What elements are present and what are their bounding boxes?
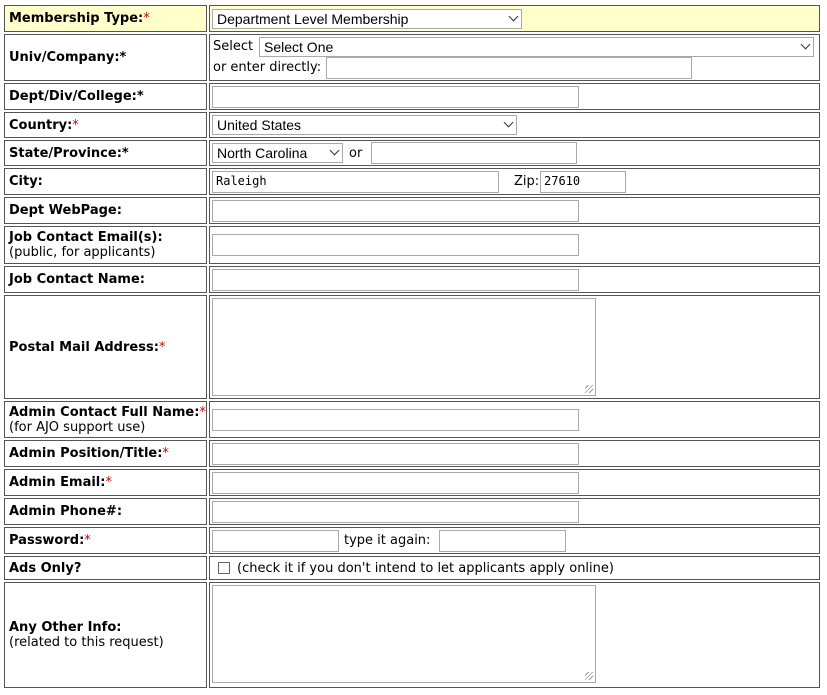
- admin-title-input-cell: [209, 440, 820, 467]
- job-name-input[interactable]: [212, 269, 579, 291]
- required-mark: *: [158, 339, 166, 355]
- resize-grip-icon[interactable]: [585, 385, 593, 393]
- admin-name-input[interactable]: [212, 409, 579, 431]
- postal-textarea[interactable]: [212, 298, 596, 396]
- password-again-text: type it again:: [344, 533, 431, 548]
- job-email-label: Job Contact Email(s):: [9, 230, 163, 245]
- state-input-cell: [209, 140, 820, 166]
- country-input-cell: [209, 112, 820, 138]
- job-name-input-cell: [209, 266, 820, 293]
- ads-only-input-cell: [209, 556, 820, 580]
- required-mark: *: [72, 117, 79, 133]
- admin-email-input-cell: [209, 469, 820, 496]
- country-selected: United States: [217, 117, 302, 133]
- state-selected: North Carolina: [217, 145, 308, 161]
- state-label: State/Province:*: [9, 145, 129, 161]
- admin-name-label: Admin Contact Full Name:: [9, 404, 200, 420]
- admin-phone-input-cell: [209, 498, 820, 525]
- job-name-label-cell: [4, 266, 207, 293]
- admin-name-sublabel: (for AJO support use): [9, 419, 146, 435]
- resize-grip-icon[interactable]: [585, 672, 593, 680]
- admin-title-label: Admin Position/Title:: [9, 446, 163, 461]
- membership-type-selected: Department Level Membership: [217, 11, 409, 27]
- admin-title-input[interactable]: [212, 443, 579, 465]
- other-info-sublabel: (related to this request): [9, 635, 164, 650]
- job-email-input-cell: [209, 226, 820, 264]
- other-info-input-cell: [209, 582, 820, 688]
- webpage-label: Dept WebPage:: [9, 203, 122, 218]
- other-info-label: Any Other Info:: [9, 620, 122, 635]
- postal-label-cell: [4, 295, 207, 399]
- webpage-input-cell: [209, 197, 820, 224]
- required-mark: *: [199, 404, 206, 420]
- membership-type-select[interactable]: [212, 9, 522, 29]
- other-info-textarea[interactable]: [212, 585, 596, 683]
- dept-label-cell: [4, 83, 207, 110]
- membership-type-input-cell: [209, 5, 820, 32]
- city-input[interactable]: Raleigh: [212, 171, 499, 193]
- state-input[interactable]: [371, 142, 577, 164]
- membership-type-label: Membership Type:: [9, 11, 144, 26]
- univ-or-text: or enter directly:: [213, 60, 322, 75]
- required-mark: *: [143, 11, 150, 26]
- dept-input[interactable]: [212, 86, 579, 108]
- chevron-down-icon: [801, 40, 811, 50]
- univ-company-label-cell: [4, 34, 207, 81]
- postal-input-cell: [209, 295, 820, 399]
- ads-only-text: (check it if you don't intend to let applicants apply online): [237, 561, 614, 576]
- password-label: Password:: [9, 533, 85, 548]
- webpage-input[interactable]: [212, 200, 579, 222]
- admin-email-label: Admin Email:: [9, 475, 106, 490]
- admin-name-label-cell: [4, 401, 207, 438]
- admin-name-input-cell: [209, 401, 820, 438]
- univ-company-input-cell: [209, 34, 820, 81]
- membership-form: [4, 5, 820, 689]
- ads-only-label-cell: [4, 556, 207, 580]
- job-email-input[interactable]: [212, 234, 579, 256]
- ads-only-label: Ads Only?: [9, 560, 82, 576]
- univ-company-label: Univ/Company:*: [9, 50, 127, 65]
- admin-title-label-cell: [4, 440, 207, 467]
- password-again-input[interactable]: [439, 530, 566, 552]
- job-email-sublabel: (public, for applicants): [9, 245, 156, 260]
- zip-input[interactable]: 27610: [540, 171, 626, 193]
- country-label: Country:: [9, 117, 73, 133]
- univ-company-input[interactable]: [326, 57, 692, 79]
- state-select[interactable]: [212, 143, 343, 163]
- admin-phone-label-cell: [4, 498, 207, 525]
- admin-email-input[interactable]: [212, 472, 579, 494]
- chevron-down-icon: [504, 118, 514, 128]
- job-name-label: Job Contact Name:: [9, 272, 145, 287]
- univ-company-select[interactable]: [259, 37, 814, 57]
- membership-type-label-cell: [4, 5, 207, 32]
- city-label-cell: [4, 168, 207, 195]
- admin-phone-label: Admin Phone#:: [9, 504, 123, 519]
- required-mark: *: [162, 446, 169, 461]
- univ-select-prefix: Select: [213, 39, 254, 54]
- ads-only-checkbox[interactable]: [218, 562, 230, 574]
- state-or-text: or: [349, 146, 363, 161]
- dept-label: Dept/Div/College:*: [9, 89, 144, 104]
- password-label-cell: [4, 527, 207, 554]
- chevron-down-icon: [330, 146, 340, 156]
- country-select[interactable]: [212, 115, 517, 135]
- job-email-label-cell: [4, 226, 207, 264]
- univ-company-selected: Select One: [264, 39, 334, 55]
- webpage-label-cell: [4, 197, 207, 224]
- required-mark: *: [105, 475, 112, 490]
- zip-label: Zip:: [514, 174, 540, 189]
- dept-input-cell: [209, 83, 820, 110]
- admin-phone-input[interactable]: [212, 501, 579, 523]
- state-label-cell: [4, 140, 207, 166]
- required-mark: *: [84, 533, 91, 548]
- country-label-cell: [4, 112, 207, 138]
- password-input-cell: [209, 527, 820, 554]
- city-input-cell: [209, 168, 820, 195]
- other-info-label-cell: [4, 582, 207, 688]
- postal-label: Postal Mail Address:: [9, 339, 159, 355]
- admin-email-label-cell: [4, 469, 207, 496]
- password-input[interactable]: [212, 530, 339, 552]
- city-label: City:: [9, 174, 43, 189]
- chevron-down-icon: [509, 12, 519, 22]
